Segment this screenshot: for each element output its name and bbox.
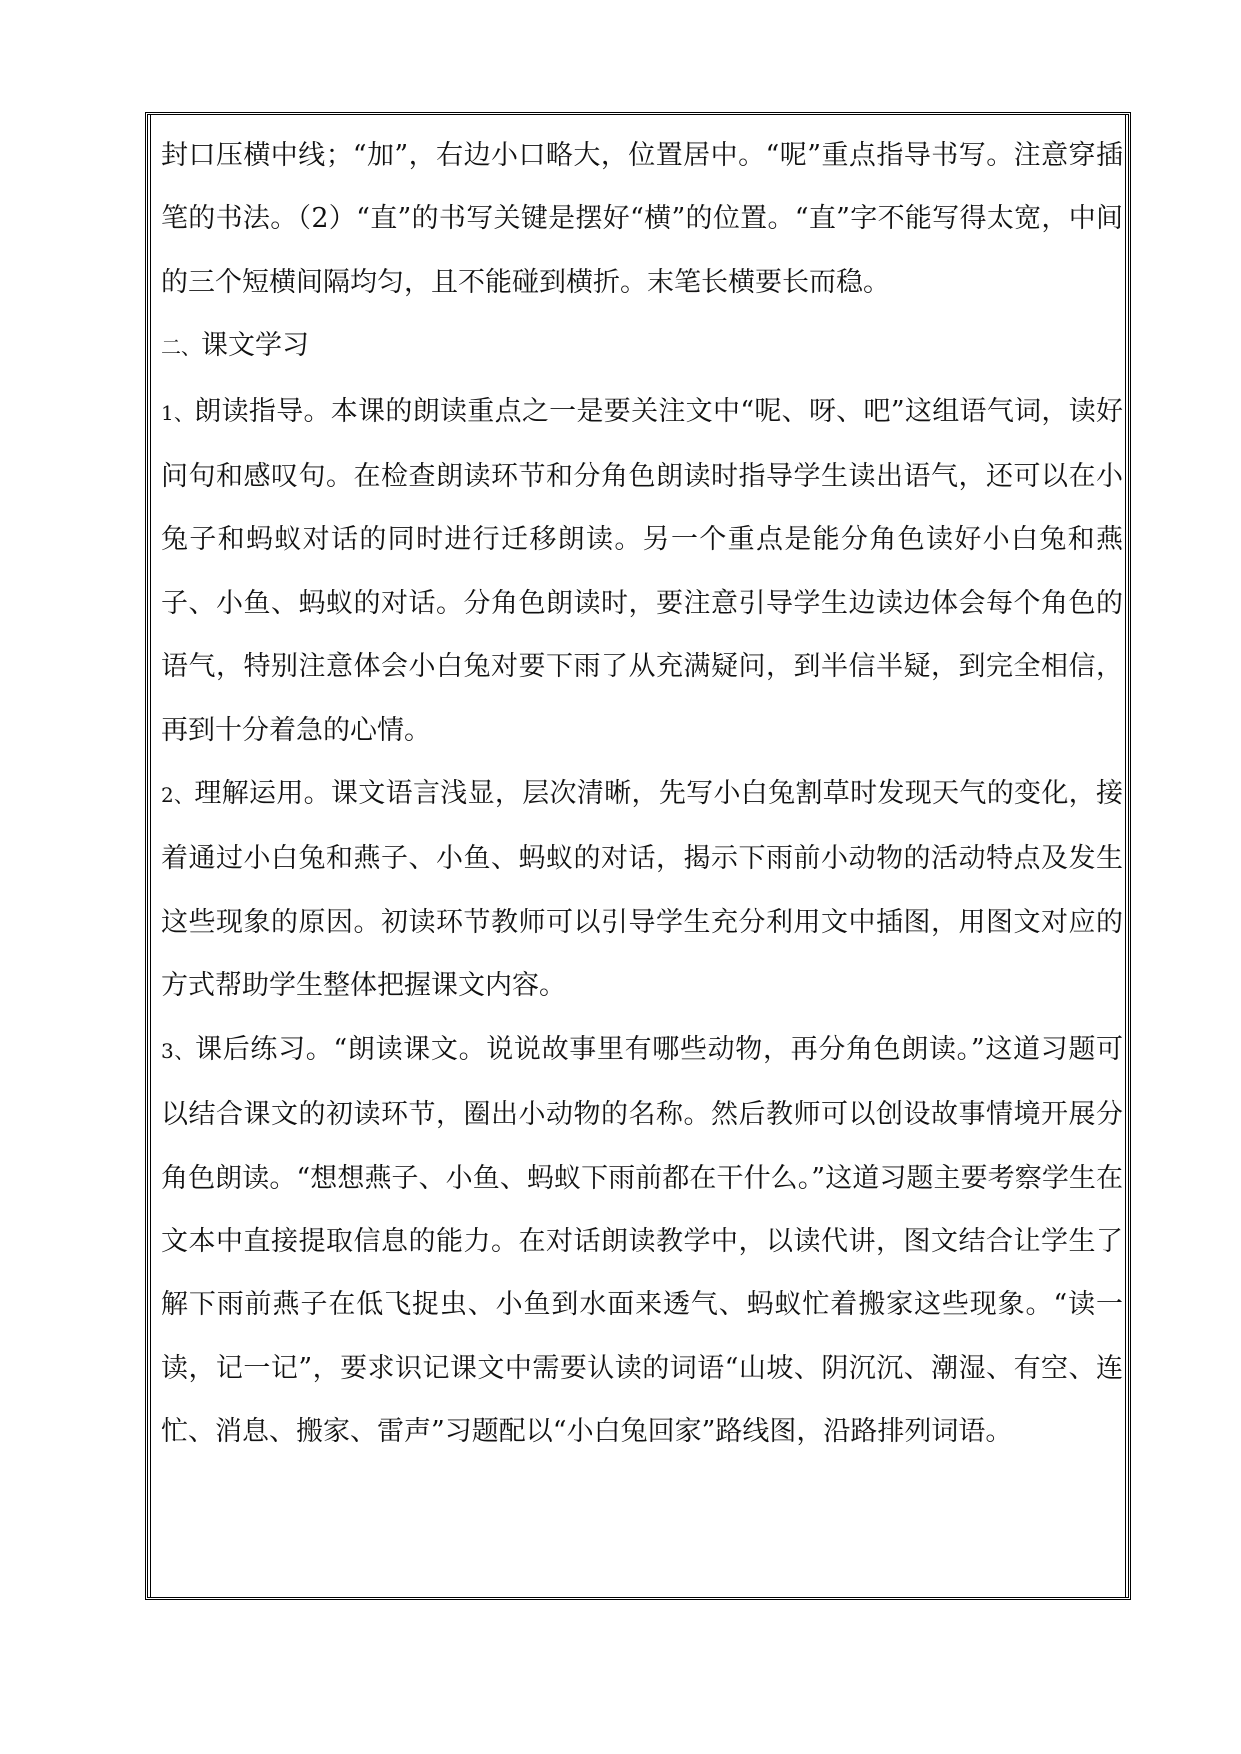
paragraph-exercises bbox=[161, 1018, 1123, 1464]
section-heading bbox=[161, 314, 1123, 379]
list-number: 1、 bbox=[161, 400, 195, 425]
heading-number: 二、 bbox=[161, 335, 201, 360]
paragraph-text: 理解运用。课文语言浅显，层次清晰，先写小白兔割草时发现天气的变化，接着通过小白兔和燕子、小鱼、蚂蚁的对话，揭示下雨前小动物的活动特点及发生这些现象的原因。初读环节教师可以引导学生充分利用文中插图，用图文对应的方式帮助学生整体把握课文内容。 bbox=[161, 778, 1123, 1002]
paragraph-text: 朗读指导。本课的朗读重点之一是要关注文中“呢、呀、吧”这组语气词，读好问句和感叹句。在检查朗读环节和分角色朗读时指导学生读出语气，还可以在小兔子和蚂蚁对话的同时进行迁移朗读。另一个重点是能分角色读好小白兔和燕子、小鱼、蚂蚁的对话。分角色朗读时，要注意引导学生边读边体会每个角色的语气，特别注意体会小白兔对要下雨了从充满疑问，到半信半疑，到完全相信，再到十分着急的心情。 bbox=[161, 395, 1123, 746]
document-body bbox=[161, 124, 1123, 1464]
list-number: 3、 bbox=[161, 1038, 196, 1063]
paragraph-reading-guidance bbox=[161, 380, 1123, 762]
paragraph-text: 封口压横中线；“加”，右边小口略大，位置居中。“呢”重点指导书写。注意穿插笔的书法。（2）“直”的书写关键是摆好“横”的位置。“直”字不能写得太宽，中间的三个短横间隔均匀，且不能碰到横折。末笔长横要长而稳。 bbox=[161, 140, 1123, 298]
paragraph-comprehension bbox=[161, 762, 1123, 1018]
list-number: 2、 bbox=[161, 783, 195, 808]
paragraph-text: 课后练习。“朗读课文。说说故事里有哪些动物，再分角色朗读。”这道习题可以结合课文的初读环节，圈出小动物的名称。然后教师可以创设故事情境开展分角色朗读。“想想燕子、小鱼、蚂蚁下雨前都在干什么。”这道习题主要考察学生在文本中直接提取信息的能力。在对话朗读教学中，以读代讲，图文结合让学生了解下雨前燕子在低飞捉虫、小鱼到水面来透气、蚂蚁忙着搬家这些现象。“读一读，记一记”，要求识记课文中需要认读的词语“山坡、阴沉沉、潮湿、有空、连忙、消息、搬家、雷声”习题配以“小白兔回家”路线图，沿路排列词语。 bbox=[161, 1033, 1123, 1448]
paragraph-writing-guidance bbox=[161, 124, 1123, 314]
heading-text: 课文学习 bbox=[201, 330, 309, 362]
